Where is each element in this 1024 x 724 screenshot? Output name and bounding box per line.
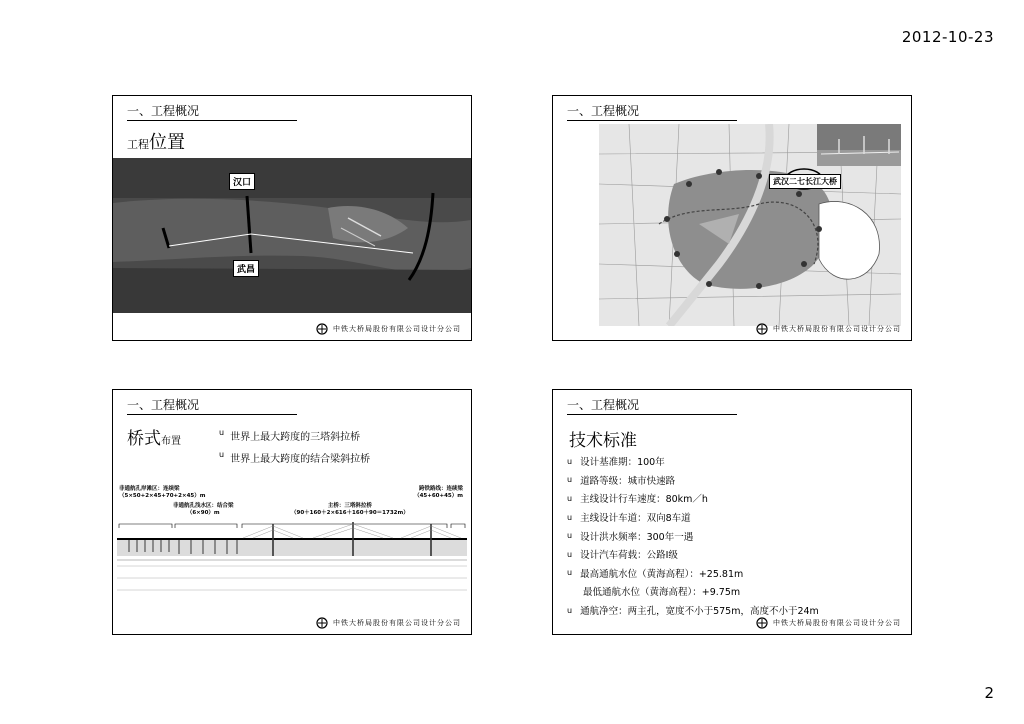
slide-city-map[interactable]: [552, 95, 912, 341]
map-label-wuchang: 武昌: [233, 260, 259, 277]
bullet-list: [567, 452, 819, 619]
list-item: u 设计基准期：100年: [567, 456, 665, 469]
annotation-approach-span: 非通航孔岸滩区：连续梁 （5×50+2×45+70+2×45）m: [119, 486, 206, 499]
company-logo-icon: [316, 323, 328, 335]
slide-title: 技术标准: [569, 431, 637, 451]
annotation-railway-span: 跨铁路线：连续梁 （45+60+45）m: [414, 486, 463, 499]
page-number: 2: [984, 684, 994, 702]
title-small: 工程: [127, 138, 149, 151]
list-item: u 世界上最大跨度的结合梁斜拉桥: [219, 450, 371, 465]
list-item: u 主线设计行车速度：80km／h: [567, 493, 708, 506]
slide-header: 一、工程概况: [567, 396, 737, 415]
slide-title: [127, 424, 181, 449]
map-label-hankou: 汉口: [229, 173, 255, 190]
city-map-image: [599, 124, 901, 326]
title-big: 桥式: [127, 429, 161, 449]
list-item: u 主线设计车道：双向8车道: [567, 512, 691, 525]
list-item: u 设计洪水频率：300年一遇: [567, 531, 694, 543]
list-item: u 世界上最大跨度的三塔斜拉桥: [219, 428, 361, 443]
slide-footer: [316, 323, 461, 335]
map-label-bridge: 武汉二七长江大桥: [769, 174, 841, 189]
footer-company-name: 中铁大桥局股份有限公司设计分公司: [773, 325, 901, 333]
footer-company-name: 中铁大桥局股份有限公司设计分公司: [773, 619, 901, 627]
slide-project-location[interactable]: [112, 95, 472, 341]
slide-header: 一、工程概况: [127, 396, 297, 415]
satellite-map-image: [113, 158, 471, 313]
footer-company-name: 中铁大桥局股份有限公司设计分公司: [333, 325, 461, 333]
slide-header: 一、工程概况: [127, 102, 297, 121]
bullet-list: [219, 428, 370, 472]
title-small: 布置: [161, 436, 181, 447]
company-logo-icon: [756, 323, 768, 335]
slide-technical-standards[interactable]: [552, 389, 912, 635]
list-item: u 最高通航水位（黄海高程）：+25.81m: [567, 568, 744, 580]
slide-footer: [756, 323, 901, 335]
page-date: 2012-10-23: [901, 28, 994, 46]
slide-footer: [316, 617, 461, 629]
title-big: 位置: [149, 132, 185, 153]
slide-bridge-layout[interactable]: [112, 389, 472, 635]
annotation-shallow-span: 非通航孔浅水区：结合梁 （6×90）m: [173, 503, 234, 516]
bridge-elevation-drawing: [117, 520, 467, 600]
annotation-main-span: 主桥：三塔斜拉桥 （90＋160＋2×616＋160＋90＝1732m）: [291, 503, 409, 516]
company-logo-icon: [756, 617, 768, 629]
slide-title: [127, 128, 185, 154]
list-item: u 通航净空：两主孔，宽度不小于575m，高度不小于24m: [567, 605, 819, 618]
footer-company-name: 中铁大桥局股份有限公司设计分公司: [333, 619, 461, 627]
company-logo-icon: [316, 617, 328, 629]
slide-header: 一、工程概况: [567, 102, 737, 121]
list-item: u 道路等级：城市快速路: [567, 475, 676, 487]
slide-footer: [756, 617, 901, 629]
list-item: u 设计汽车荷载：公路Ⅰ级: [567, 549, 678, 562]
list-item-sub: 最低通航水位（黄海高程）：+9.75m: [583, 587, 741, 599]
